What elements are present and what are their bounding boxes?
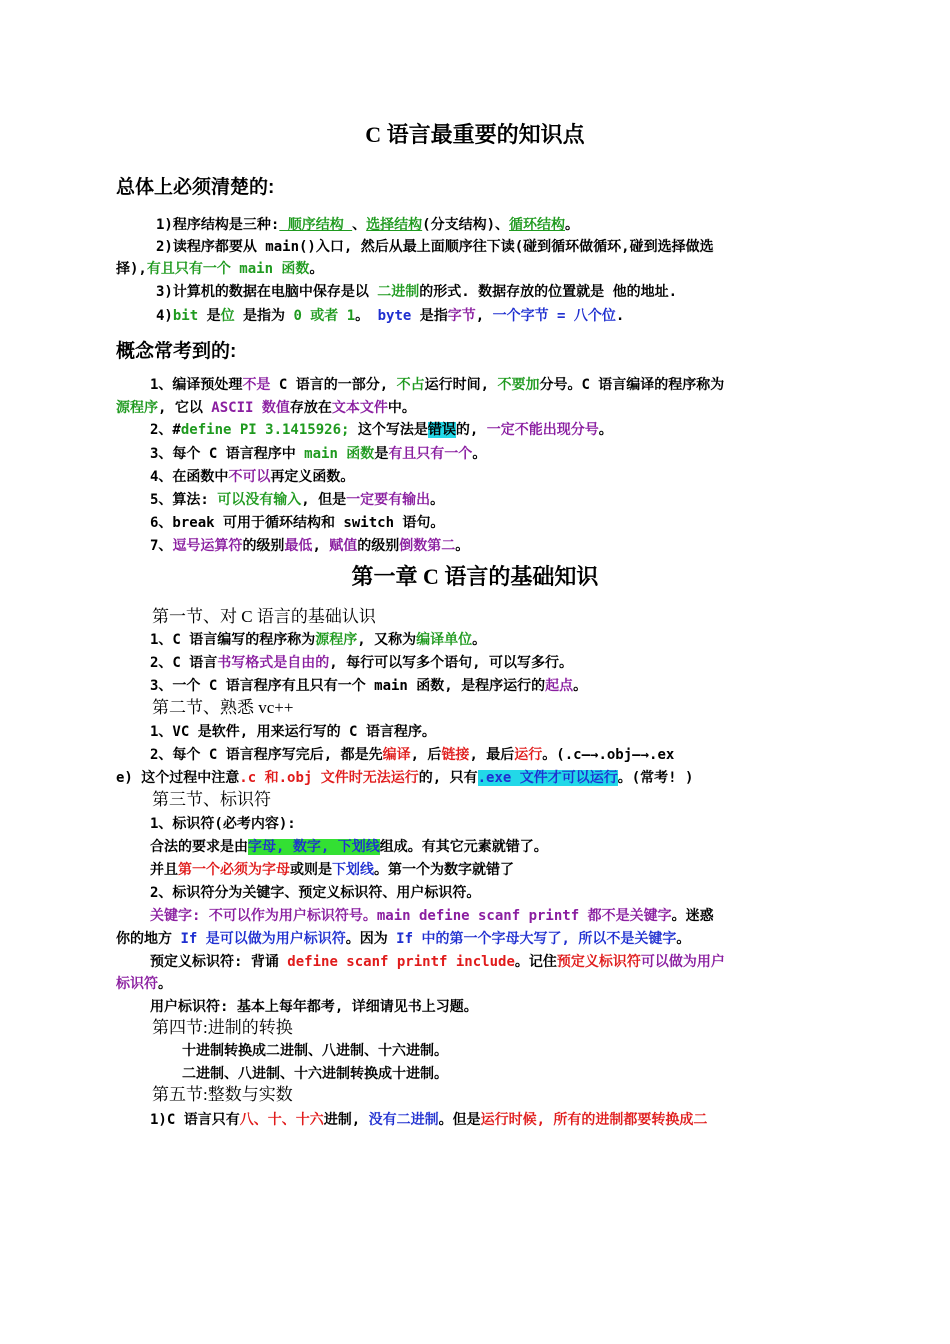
text: , 后 (410, 747, 442, 763)
section-2-line-2 (150, 744, 674, 766)
chapter-title: 第一章 C 语言的基础知识 (351, 564, 599, 589)
text: 运行 (514, 747, 543, 763)
text: 的, (455, 422, 487, 438)
text: 最低 (284, 538, 313, 554)
section-3-line-9 (150, 996, 478, 1018)
text: 再定义函数。 (270, 469, 355, 485)
text: 逗号运算符 (172, 538, 243, 554)
text: 错误 (427, 422, 456, 438)
text: 。但是 (438, 1112, 481, 1128)
text: 存放在 (289, 400, 332, 416)
text: . (615, 308, 625, 324)
section-3-line-6 (116, 928, 690, 950)
section-3-line-8 (116, 973, 172, 995)
text: 字母, 数字, 下划线 (248, 839, 380, 855)
overview-line-4 (156, 305, 624, 327)
text: 1)C 语言只有 (150, 1112, 240, 1128)
section-3-line-3 (150, 859, 514, 881)
section-1-line-1 (150, 629, 486, 651)
text: 3)计算机的数据在电脑中保存是以 (156, 284, 378, 300)
text: 起点 (545, 678, 574, 694)
text: 一定不能出现分号 (486, 422, 599, 438)
text: (分支结构)、 (422, 217, 510, 233)
heading-overview: 总体上必须清楚的: (116, 177, 275, 198)
text: , 每行可以写多个语句, 可以写多行。 (329, 655, 574, 671)
text: 链接 (441, 747, 470, 763)
concept-line-2 (150, 419, 613, 441)
text: 十进制转换成二进制、八进制、十六进制。 (182, 1043, 448, 1059)
text: 1、编译预处理 (150, 377, 243, 393)
text: 1)程序结构是三种: (156, 217, 280, 233)
text: 。第一个为数字就错了 (374, 862, 514, 878)
text: 2、C 语言 (150, 655, 218, 671)
text: 运行时间, (424, 377, 498, 393)
text: 4) (156, 308, 173, 324)
text: 八、十、十六 (239, 1112, 324, 1128)
text: 。(常考! ) (617, 770, 694, 786)
text: bit (172, 308, 199, 324)
text: 源程序 (315, 632, 358, 648)
text: 。迷惑 (671, 908, 714, 924)
text: 字节 (447, 308, 476, 324)
text: 。 (355, 308, 378, 324)
text: 1、C 语言编写的程序称为 (150, 632, 316, 648)
text: 择), (116, 261, 147, 277)
section-2-line-3 (116, 767, 693, 789)
text: 。 (455, 538, 470, 554)
concept-line-7 (150, 535, 469, 557)
overview-line-2b (116, 258, 323, 280)
overview-line-2 (156, 236, 714, 258)
section-4-title: 第四节:进制的转换 (152, 1018, 293, 1037)
text: 4、在函数中 (150, 469, 229, 485)
text: 6、break 可用于循环结构和 switch 语句。 (150, 515, 445, 531)
text: 。 (309, 261, 324, 277)
text: 编译单位 (416, 632, 473, 648)
text: 、 (352, 217, 367, 233)
text: 有且只有一个 (388, 446, 473, 462)
overview-line-3 (156, 281, 677, 303)
text: 进制, (323, 1112, 369, 1128)
text: 分号。C 语言编译的程序称为 (539, 377, 725, 393)
concept-line-5 (150, 489, 444, 511)
text: , 它以 (158, 400, 212, 416)
text: define scanf printf include (287, 954, 515, 970)
text: 的级别 (357, 538, 400, 554)
text: 是 (374, 446, 389, 462)
text: 不占 (396, 377, 425, 393)
text: 预定义标识符: 背诵 (150, 954, 288, 970)
text: 有且只有一个 main 函数 (146, 261, 310, 277)
document-title: C 语言最重要的知识点 (365, 122, 585, 147)
text: 是 (198, 308, 221, 324)
text: 2)读程序都要从 main()入口, 然后从最上面顺序往下读(碰到循环做循环,碰到选择做选 (156, 239, 714, 255)
text: define PI 3.1415926; (180, 422, 350, 438)
text: e) 这个过程中注意 (116, 770, 240, 786)
section-3-line-2 (150, 836, 548, 858)
text: If 是可以做为用户标识符 (180, 931, 346, 947)
text: 。因为 (345, 931, 397, 947)
text: , 最后 (469, 747, 515, 763)
concept-line-6 (150, 512, 444, 534)
text: 2、每个 C 语言程序写完后, 都是先 (150, 747, 383, 763)
text: 循环结构 (509, 217, 566, 233)
section-1-title: 第一节、对 C 语言的基础认识 (152, 607, 376, 626)
text: 7、 (150, 538, 173, 554)
concept-line-3 (150, 443, 486, 465)
text: 第一个必须为字母 (178, 862, 290, 878)
text: , (312, 538, 330, 554)
text: 选择结构 (366, 217, 423, 233)
section-3-line-7 (150, 951, 725, 973)
text: 赋值 (329, 538, 358, 554)
text: 一定要有输出 (346, 492, 431, 508)
text: 的, 只有 (418, 770, 478, 786)
text: main 函数 (304, 446, 375, 462)
text: 2、# (150, 422, 181, 438)
text: 不要加 (497, 377, 540, 393)
text: 编译 (382, 747, 411, 763)
text: 3、每个 C 语言程序中 (150, 446, 305, 462)
text: 或则是 (290, 862, 332, 878)
text: 书写格式是自由的 (217, 655, 330, 671)
text: 文本文件 (331, 400, 388, 416)
text: 关键字: 不可以作为用户标识符号。main define scanf printf 都不是关键字 (150, 908, 672, 924)
text: 。 (158, 976, 172, 992)
text: 1、标识符(必考内容): (150, 816, 296, 832)
text: 一个字节 = 八个位 (492, 308, 616, 324)
text: 。 (430, 492, 445, 508)
section-2-line-1 (150, 721, 436, 743)
text: 。(.c—→.obj—→.ex (542, 747, 675, 763)
text: byte (377, 308, 412, 324)
text: 这个写法是 (349, 422, 428, 438)
text: 可以做为用户 (640, 954, 725, 970)
text: 二进制、八进制、十六进制转换成十进制。 (182, 1066, 448, 1082)
text: , 又称为 (357, 632, 417, 648)
text: 。 (573, 678, 588, 694)
text: 5、算法: (150, 492, 218, 508)
text: 不可以 (228, 469, 271, 485)
text: 用户标识符: 基本上每年都考, 详细请见书上习题。 (150, 999, 478, 1015)
text: 2、标识符分为关键字、预定义标识符、用户标识符。 (150, 885, 481, 901)
section-4-line-1 (182, 1040, 448, 1062)
text: C 语言的一部分, (270, 377, 397, 393)
text: 顺序结构 (279, 217, 353, 233)
text: 的级别 (242, 538, 285, 554)
text: 是指 (411, 308, 448, 324)
concept-line-1b (116, 397, 416, 419)
section-5-line-1 (150, 1109, 707, 1131)
text: 。 (472, 446, 487, 462)
text: , 但是 (301, 492, 347, 508)
section-1-line-2 (150, 652, 573, 674)
text: 可以没有输入 (217, 492, 302, 508)
section-5-title: 第五节:整数与实数 (152, 1085, 293, 1104)
text: 位 (220, 308, 235, 324)
section-4-line-2 (182, 1063, 448, 1085)
text: 并且 (150, 862, 178, 878)
text: 是指为 (234, 308, 294, 324)
heading-concepts: 概念常考到的: (116, 341, 237, 362)
section-1-line-3 (150, 675, 587, 697)
text: 中。 (387, 400, 416, 416)
concept-line-4 (150, 466, 354, 488)
text: 。记住 (514, 954, 557, 970)
section-3-title: 第三节、标识符 (152, 790, 271, 809)
text: 下划线 (332, 862, 374, 878)
text: 。 (676, 931, 691, 947)
overview-line-1 (156, 214, 579, 236)
text: 组成。有其它元素就错了。 (379, 839, 548, 855)
section-3-line-1 (150, 813, 296, 835)
text: 二进制 (377, 284, 420, 300)
text: 0 或者 1 (293, 308, 356, 324)
text: 预定义标识符 (556, 954, 641, 970)
section-2-title: 第二节、熟悉 vc++ (152, 698, 294, 717)
text: ASCII 数值 (211, 400, 290, 416)
text: 源程序 (116, 400, 158, 416)
concept-line-1 (150, 374, 724, 396)
text: .exe 文件才可以运行 (477, 770, 618, 786)
text: 。 (598, 422, 613, 438)
text: If 中的第一个字母大写了, 所以不是关键字 (396, 931, 677, 947)
text: 合法的要求是由 (150, 839, 248, 855)
text: 3、一个 C 语言程序有且只有一个 main 函数, 是程序运行的 (150, 678, 546, 694)
section-3-line-4 (150, 882, 480, 904)
text: 。 (565, 217, 580, 233)
text: 标识符 (116, 976, 158, 992)
text: 。 (472, 632, 487, 648)
text: 的形式. 数据存放的位置就是 他的地址. (419, 284, 678, 300)
text: .c 和.obj 文件时无法运行 (239, 770, 419, 786)
text: , (475, 308, 493, 324)
text: 运行时候, 所有的进制都要转换成二 (480, 1112, 708, 1128)
text: 你的地方 (116, 931, 181, 947)
text: 1、VC 是软件, 用来运行写的 C 语言程序。 (150, 724, 436, 740)
text: 倒数第二 (399, 538, 456, 554)
text: 不是 (242, 377, 271, 393)
section-3-line-5 (150, 905, 714, 927)
text: 没有二进制 (368, 1112, 439, 1128)
